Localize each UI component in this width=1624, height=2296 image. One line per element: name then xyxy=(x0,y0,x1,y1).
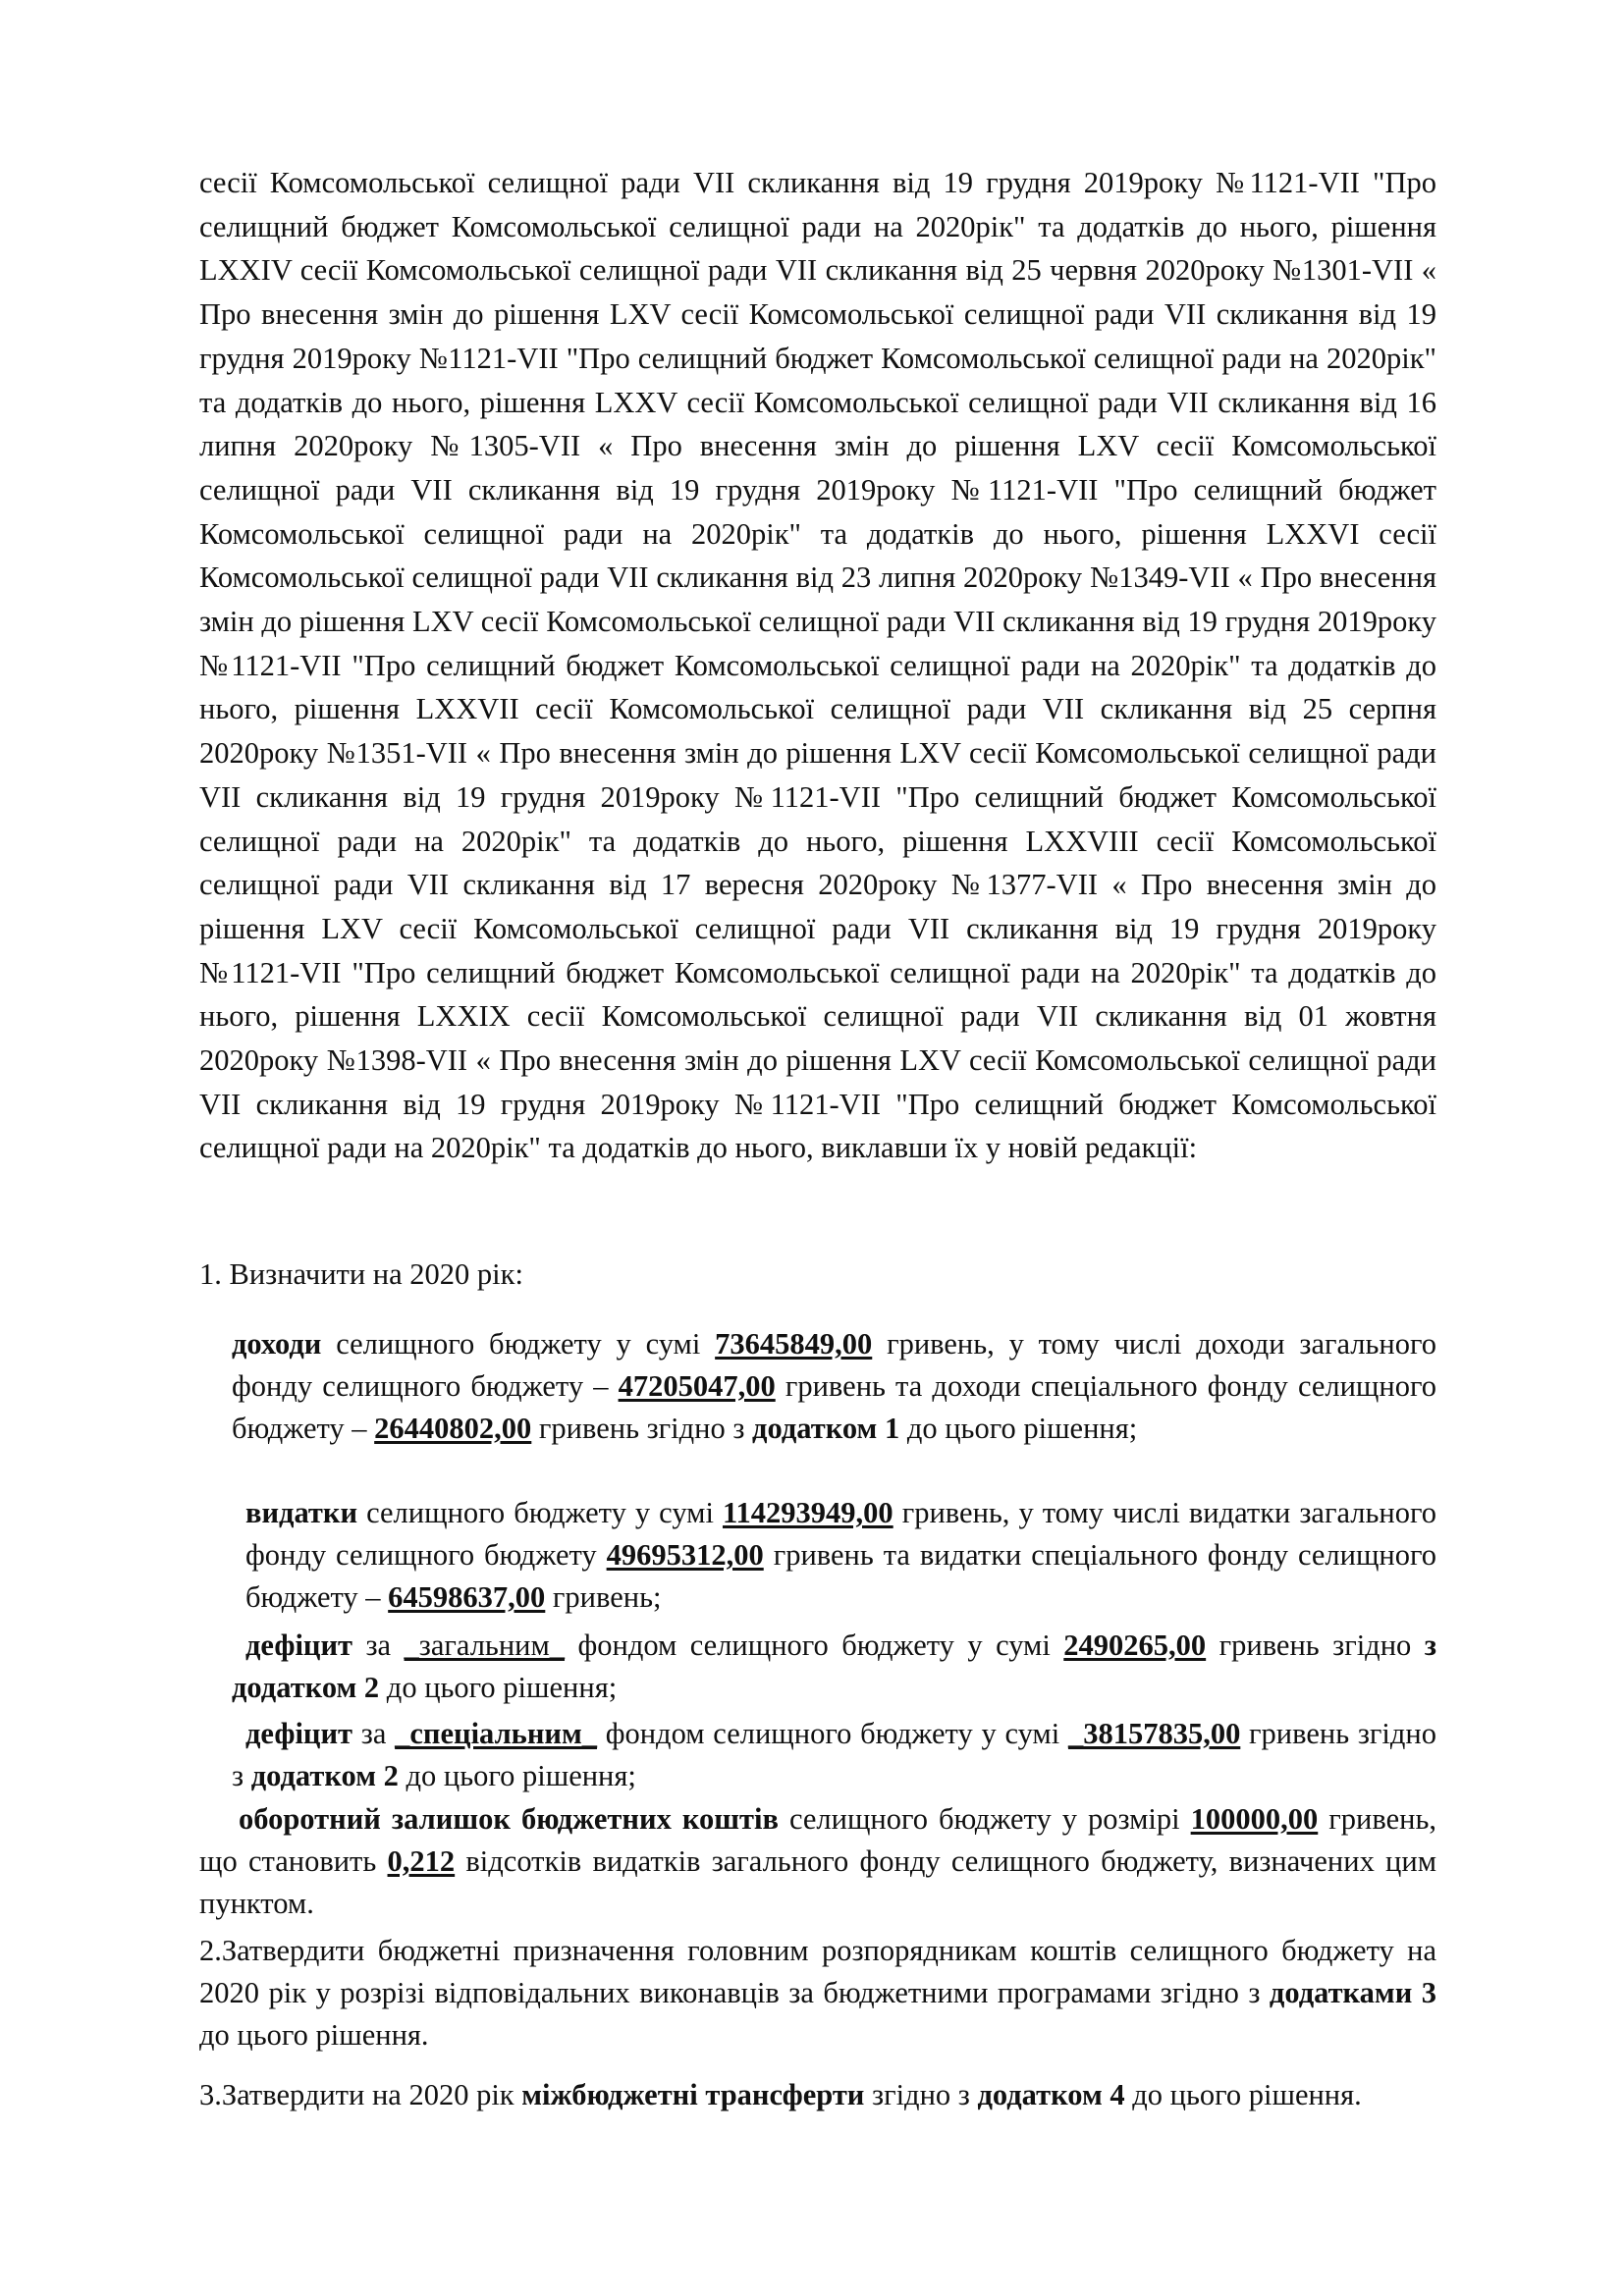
income-text-1: селищного бюджету у сумі xyxy=(321,1327,716,1361)
intro-paragraph: сесії Комсомольської селищної ради VII скликання від 19 грудня 2019року №1121-VII "Про селищний бюджет Комсомольської селищної ради на 2020рік" та додатків до нього, рішення LXXIV сесії Комсомольської селищної ради VII скликання від 25 червня 2020року №1301-VII « Про внесення змін до рішення LXV сесії Комсомольської селищної ради VII скликання від 19 грудня 2019року №1121-VII "Про селищний бюджет Комсомольської селищної ради на 2020рік" та додатків до нього, рішення LXXV сесії Комсомольської селищної ради VII скликання від 16 липня 2020року №1305-VII « Про внесення змін до рішення LXV сесії Комсомольської селищної ради VII скликання від 19 грудня 2019року №1121-VII "Про селищний бюджет Комсомольської селищної ради на 2020рік" та додатків до нього, рішення LXXVI сесії Комсомольської селищної ради VII скликання від 23 липня 2020року №1349-VII « Про внесення змін до рішення LXV сесії Комсомольської селищної ради VII скликання від 19 грудня 2019року №1121-VII "Про селищний бюджет Комсомольської селищної ради на 2020рік" та додатків до нього, рішення LXXVII сесії Комсомольської селищної ради VII скликання від 25 серпня 2020року №1351-VII « Про внесення змін до рішення LXV сесії Комсомольської селищної ради VII скликання від 19 грудня 2019року №1121-VII "Про селищний бюджет Комсомольської селищної ради на 2020рік" та додатків до нього, рішення LXXVIII сесії Комсомольської селищної ради VII скликання від 17 вересня 2020року №1377-VII « Про внесення змін до рішення LXV сесії Комсомольської селищної ради VII скликання від 19 грудня 2019року №1121-VII "Про селищний бюджет Комсомольської селищної ради на 2020рік" та додатків до нього, рішення LXXIX сесії Комсомольської селищної ради VII скликання від 01 жовтня 2020року №1398-VII « Про внесення змін до рішення LXV сесії Комсомольської селищної ради VII скликання від 19 грудня 2019року №1121-VII "Про селищний бюджет Комсомольської селищної ради на 2020рік" та додатків до нього, виклавши їх у новій редакції: xyxy=(199,166,1436,1165)
income-text-4: гривень згідно з xyxy=(531,1412,753,1445)
deficit-special-text-1: за xyxy=(352,1717,396,1750)
income-keyword: доходи xyxy=(232,1327,322,1361)
income-special-fund: 26440802,00 xyxy=(374,1412,532,1445)
deficit-special-text-4: до цього рішення; xyxy=(398,1759,636,1792)
income-text-5: до цього рішення; xyxy=(899,1412,1138,1445)
item-3-paragraph xyxy=(199,2074,1436,2116)
deficit-general-text-1: за xyxy=(352,1629,405,1662)
item-2-paragraph xyxy=(199,1930,1436,2056)
reserve-text-2: гривень, що становить xyxy=(199,1802,1436,1878)
income-text-2: гривень, у тому числі доходи загального фонду селищного бюджету – xyxy=(232,1327,1436,1403)
item-3-text-1: 3.Затвердити на 2020 рік xyxy=(199,2078,522,2111)
deficit-special-keyword: дефіцит xyxy=(245,1717,353,1750)
deficit-general-annex: з додатком 2 xyxy=(232,1629,1436,1704)
deficit-special-text-2: фондом селищного бюджету у сумі xyxy=(596,1717,1068,1750)
reserve-text-1: селищного бюджету у розмірі xyxy=(778,1802,1191,1836)
item-2-text-2: до цього рішення. xyxy=(199,2018,429,2052)
reserve-keyword: оборотний залишок бюджетних коштів xyxy=(239,1802,779,1836)
reserve-percent: 0,212 xyxy=(387,1844,456,1878)
deficit-general-text-2: фондом селищного бюджету у сумі xyxy=(565,1629,1064,1662)
deficit-general-keyword: дефіцит xyxy=(245,1629,353,1662)
income-text-3: гривень та доходи спеціального фонду селищного бюджету – xyxy=(232,1369,1436,1445)
expenses-text-1: селищного бюджету у сумі xyxy=(357,1496,723,1529)
item-1-deficit-general xyxy=(232,1625,1436,1709)
deficit-special-fund: _спеціальним_ xyxy=(395,1717,597,1750)
reserve-text-3: відсотків видатків загального фонду селищного бюджету, визначених цим пунктом. xyxy=(199,1844,1437,1920)
deficit-general-amount: 2490265,00 xyxy=(1063,1629,1207,1662)
item-3-text-3: до цього рішення. xyxy=(1124,2078,1362,2111)
item-1-reserve xyxy=(199,1798,1436,1925)
item-2-text-1: 2.Затвердити бюджетні призначення головним розпорядникам коштів селищного бюджету на 2020 рік у розрізі відповідальних виконавців за бюджетними програмами згідно з xyxy=(199,1934,1436,2009)
reserve-amount: 100000,00 xyxy=(1190,1802,1319,1836)
item-1-heading: 1. Визначити на 2020 рік: xyxy=(199,1257,523,1291)
deficit-general-text-3: гривень згідно xyxy=(1206,1629,1425,1662)
deficit-special-annex: додатком 2 xyxy=(250,1759,399,1792)
item-3-keyword: міжбюджетні трансферти xyxy=(521,2078,865,2111)
deficit-general-fund: _загальним_ xyxy=(404,1629,566,1662)
income-annex: додатком 1 xyxy=(752,1412,900,1445)
expenses-general-fund: 49695312,00 xyxy=(606,1538,764,1572)
item-1-deficit-special xyxy=(232,1713,1436,1797)
item-3-text-2: згідно з xyxy=(864,2078,978,2111)
deficit-special-text-3: гривень згідно з xyxy=(232,1717,1436,1792)
expenses-keyword: видатки xyxy=(245,1496,358,1529)
item-3-annex: додатком 4 xyxy=(977,2078,1125,2111)
item-1-income xyxy=(232,1323,1436,1450)
item-2-annex: додатками 3 xyxy=(1269,1976,1436,2009)
deficit-general-text-4: до цього рішення; xyxy=(379,1671,618,1704)
expenses-total: 114293949,00 xyxy=(722,1496,893,1529)
deficit-special-amount: _38157835,00 xyxy=(1067,1717,1241,1750)
expenses-text-4: гривень; xyxy=(545,1580,662,1614)
expenses-text-2: гривень, у тому числі видатки загального фонду селищного бюджету xyxy=(245,1496,1436,1572)
expenses-text-3: гривень та видатки спеціального фонду селищного бюджету – xyxy=(245,1538,1436,1614)
income-general-fund: 47205047,00 xyxy=(618,1369,776,1403)
item-1-expenses xyxy=(245,1492,1436,1619)
expenses-special-fund: 64598637,00 xyxy=(388,1580,546,1614)
income-total: 73645849,00 xyxy=(715,1327,873,1361)
